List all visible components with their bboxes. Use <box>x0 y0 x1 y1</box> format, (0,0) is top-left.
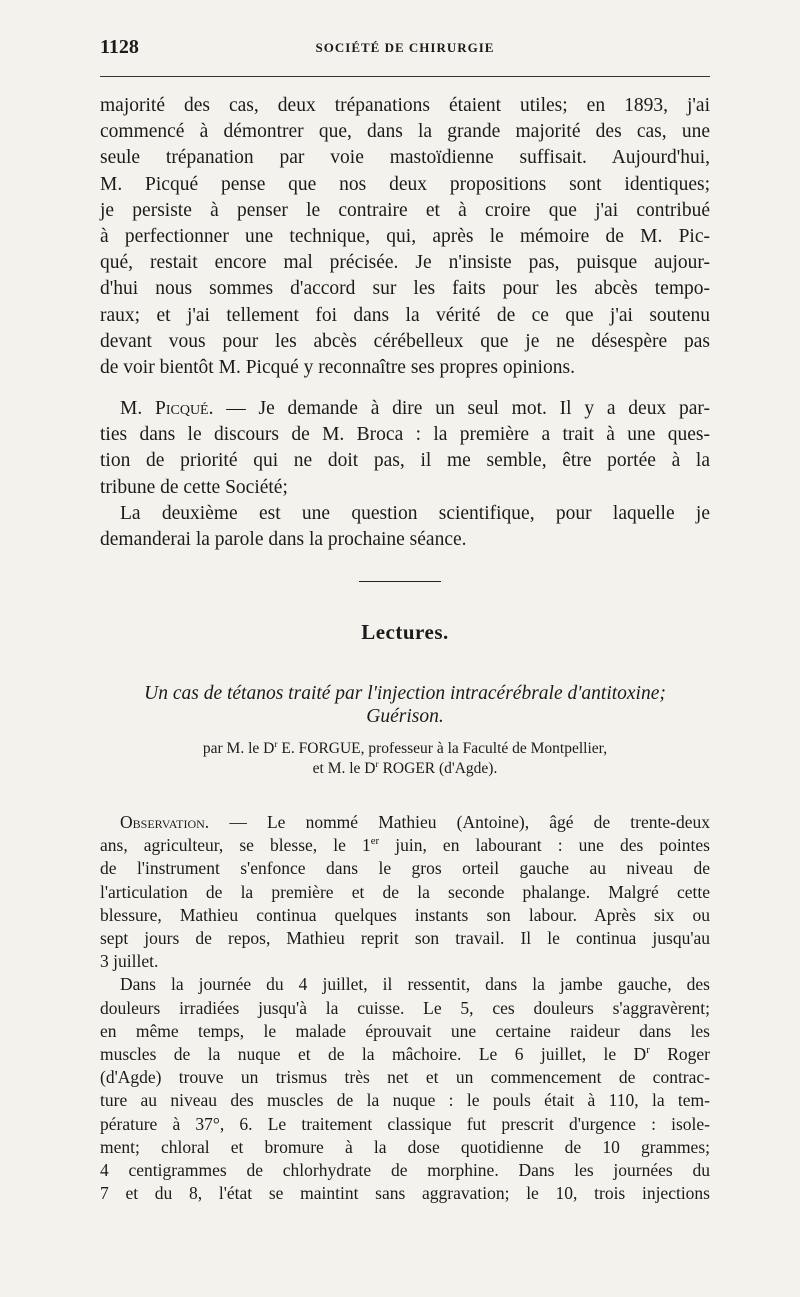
article-title-line: Un cas de tétanos traité par l'injection intracérébrale d'antitoxine; <box>144 683 666 704</box>
text-line: Dans la journée du 4 juillet, il ressentit, dans la jambe gauche, des <box>120 974 710 995</box>
text-line: majorité des cas, deux trépanations étaient utiles; en 1893, j'ai <box>100 95 710 116</box>
text-line: de voir bientôt M. Picqué y reconnaître ses propres opinions. <box>100 357 575 379</box>
text-line: commencé à démontrer que, dans la grande majorité des cas, une <box>100 121 710 143</box>
text-line: Observation. — Le nommé Mathieu (Antoine), âgé de trente-deux <box>120 812 710 832</box>
text-line: en même temps, le malade éprouvait une certaine raideur dans les <box>100 1020 710 1041</box>
text-line: pérature à 37°, 6. Le traitement classique fut prescrit d'urgence : isole- <box>100 1113 710 1134</box>
text-line: ans, agriculteur, se blesse, le 1er juin, en labourant : une des pointes <box>100 835 710 856</box>
text-line: 4 centigrammes de chlorhydrate de morphine. Dans les journées du <box>100 1160 710 1181</box>
text-line: raux; et j'ai tellement foi dans la vérité de ce que j'ai soutenu <box>100 304 710 326</box>
text-line: qué, restait encore mal précisée. Je n'insiste pas, puisque aujour- <box>100 252 710 274</box>
text-line: ture au niveau des muscles de la nuque : le pouls était à 110, la tem- <box>100 1090 710 1111</box>
picque-reply <box>100 396 710 553</box>
text-line: seule trépanation par voie mastoïdienne suffisait. Aujourd'hui, <box>100 147 710 169</box>
byline-line: et M. le $D^r$ ROGER (d'Agde). <box>312 758 498 777</box>
text-line: M. Picqué pense que nos deux propositions sont identiques; <box>100 173 710 195</box>
section-heading: Lectures. <box>361 620 449 644</box>
text-line: muscles de la nuque et de la mâchoire. Le 6 juillet, le $D^r$ Roger <box>100 1044 710 1065</box>
observation-label: Observation. <box>120 812 210 832</box>
text-line: je persiste à penser le contraire et à croire que j'ai contribué <box>100 199 710 221</box>
text-line: à perfectionner une technique, qui, après le mémoire de M. Pic- <box>100 226 710 248</box>
section-divider <box>359 581 441 582</box>
text-line: M. Picqué. — Je demande à dire un seul mot. Il y a deux par- <box>120 398 710 419</box>
header-rule <box>100 76 710 77</box>
text-line: ment; chloral et bromure à la dose quotidienne de 10 grammes; <box>100 1136 710 1157</box>
speaker-name: M. Picqué. <box>120 398 214 419</box>
page-header <box>100 36 710 64</box>
text-line: l'articulation de la première et de la seconde phalange. Malgré cette <box>100 881 710 902</box>
text-line: douleurs irradiées jusqu'à la cuisse. Le 5, ces douleurs s'aggravèrent; <box>100 997 710 1018</box>
text-line: de l'instrument s'enfonce dans le gros orteil gauche au niveau de <box>100 858 710 879</box>
text-line: devant vous pour les abcès cérébelleux que je ne désespère pas <box>100 330 710 352</box>
byline-line: par M. le $D^r$ E. FORGUE, professeur à la Faculté de Montpellier, <box>202 738 608 757</box>
text-line: tion de priorité qui ne doit pas, il me semble, être portée à la <box>100 450 710 472</box>
page-number: 1128 <box>100 36 139 58</box>
text-line: 3 juillet. <box>100 951 159 972</box>
article-byline <box>100 739 710 779</box>
text-line: blessure, Mathieu continua quelques instants son labour. Après six ou <box>100 904 710 925</box>
text-line: tribune de cette Société; <box>100 476 288 498</box>
text-line: d'hui nous sommes d'accord sur les faits pour les abcès tempo- <box>100 278 710 300</box>
running-title: SOCIÉTÉ DE CHIRURGIE <box>315 40 495 55</box>
continuation-paragraph <box>100 93 710 381</box>
article-title <box>100 682 710 728</box>
text-line: (d'Agde) trouve un trismus très net et un commencement de contrac- <box>100 1067 710 1088</box>
text-line: ties dans le discours de M. Broca : la première a trait à une ques- <box>100 424 710 446</box>
text-line: demanderai la parole dans la prochaine séance. <box>100 529 467 551</box>
text-line: sept jours de repos, Mathieu reprit son travail. Il le continua jusqu'au <box>100 928 710 949</box>
article-title-line: Guérison. <box>366 706 444 727</box>
text-line: 7 et du 8, l'état se maintint sans aggravation; le 10, trois injections <box>100 1183 710 1204</box>
text-line: La deuxième est une question scientifique, pour laquelle je <box>120 502 710 524</box>
observation-text <box>100 811 710 1205</box>
